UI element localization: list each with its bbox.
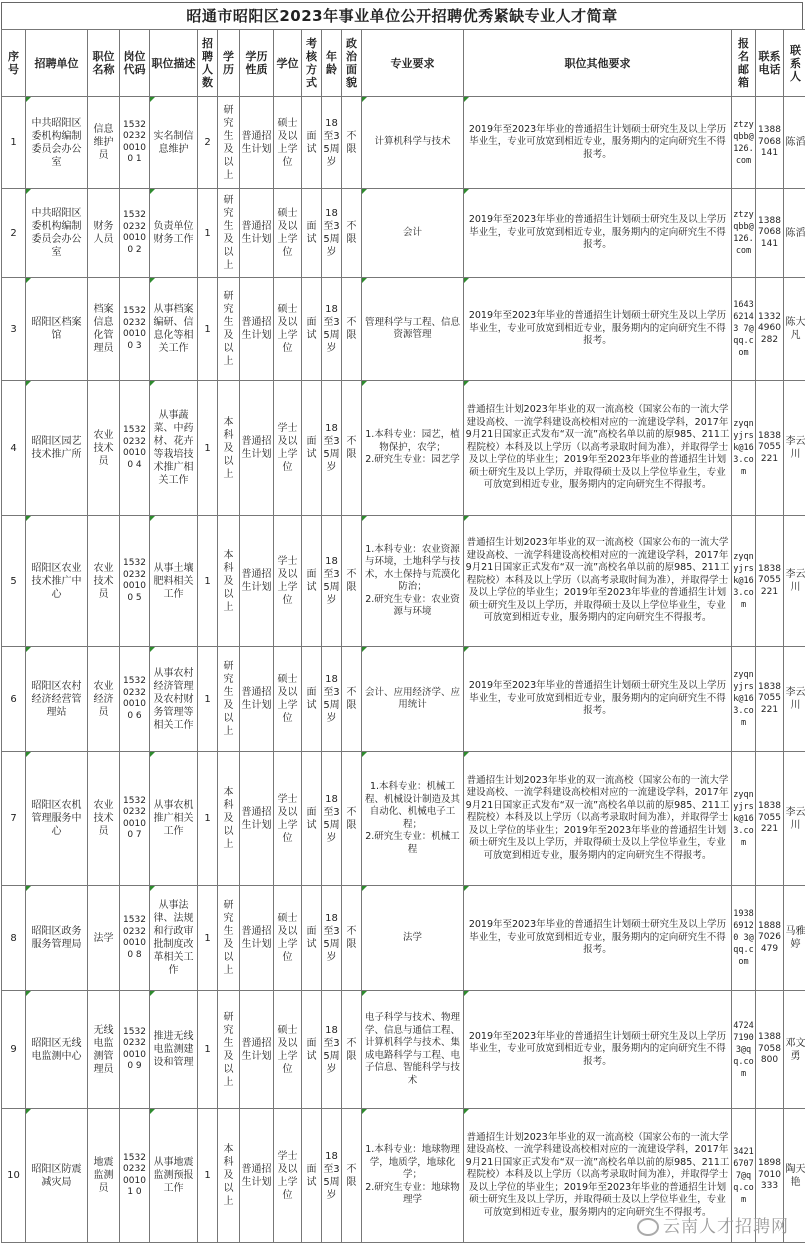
post-code: 1532023200100 4 <box>120 381 150 516</box>
comment-flag-icon <box>26 189 31 194</box>
major-requirement: 会计、应用经济学、应用统计 <box>362 647 464 752</box>
hire-count: 1 <box>198 991 218 1109</box>
degree: 硕士及以上学位 <box>274 647 302 752</box>
post-description: 从事农机推广相关工作 <box>150 752 198 886</box>
comment-flag-icon <box>464 278 469 283</box>
comment-flag-icon <box>150 886 155 891</box>
comment-flag-icon <box>150 991 155 996</box>
registration-email[interactable]: zyqnyjrsk@163.com <box>732 647 756 752</box>
degree: 硕士及以上学位 <box>274 278 302 381</box>
hire-count: 1 <box>198 278 218 381</box>
age-range: 18至35周岁 <box>322 189 342 278</box>
row-number: 5 <box>2 516 26 647</box>
other-requirements: 2019年至2023年毕业的普通招生计划硕士研究生及以上学历毕业生，专业可放宽到相近专业，服务期内的定向研究生不得报考。 <box>464 189 732 278</box>
column-header: 职位名称 <box>88 30 120 97</box>
hiring-unit: 昭阳区档案馆 <box>26 278 88 381</box>
hire-count: 1 <box>198 516 218 647</box>
contact-person: 陈滔 <box>784 189 805 278</box>
post-code: 1532023200101 0 <box>120 1109 150 1243</box>
comment-flag-icon <box>362 752 367 757</box>
job-table <box>1 29 805 1243</box>
other-requirements: 2019年至2023年毕业的普通招生计划硕士研究生及以上学历毕业生，专业可放宽到相近专业，服务期内的定向研究生不得报考。 <box>464 647 732 752</box>
hiring-unit: 昭阳区农业技术推广中心 <box>26 516 88 647</box>
post-code: 1532023200100 9 <box>120 991 150 1109</box>
education-type: 普通招生计划 <box>240 278 274 381</box>
contact-phone: 13887068141 <box>756 97 784 189</box>
comment-flag-icon <box>150 516 155 521</box>
registration-email[interactable]: 342167077@qq.com <box>732 1109 756 1243</box>
post-name: 财务人员 <box>88 189 120 278</box>
degree: 学士及以上学位 <box>274 1109 302 1243</box>
education: 研究生及以上 <box>218 886 240 991</box>
education: 本科及以上 <box>218 381 240 516</box>
degree: 硕士及以上学位 <box>274 97 302 189</box>
row-number: 1 <box>2 97 26 189</box>
major-requirement: 计算机科学与技术 <box>362 97 464 189</box>
contact-phone: 18887026479 <box>756 886 784 991</box>
political-status: 不限 <box>342 189 362 278</box>
post-description: 从事土壤肥料相关工作 <box>150 516 198 647</box>
exam-method: 面试 <box>302 752 322 886</box>
comment-flag-icon <box>362 647 367 652</box>
age-range: 18至35周岁 <box>322 516 342 647</box>
political-status: 不限 <box>342 647 362 752</box>
column-header: 报名邮箱 <box>732 30 756 97</box>
contact-person: 陶天艳 <box>784 1109 805 1243</box>
post-name: 农业技术员 <box>88 516 120 647</box>
table-row <box>2 189 805 278</box>
page-title: 昭通市昭阳区2023年事业单位公开招聘优秀紧缺专业人才简章 <box>1 2 803 29</box>
political-status: 不限 <box>342 381 362 516</box>
column-header: 招聘单位 <box>26 30 88 97</box>
age-range: 18至35周岁 <box>322 991 342 1109</box>
education-type: 普通招生计划 <box>240 1109 274 1243</box>
comment-flag-icon <box>150 752 155 757</box>
row-number: 2 <box>2 189 26 278</box>
column-header: 岗位代码 <box>120 30 150 97</box>
comment-flag-icon <box>464 647 469 652</box>
education-type: 普通招生计划 <box>240 647 274 752</box>
exam-method: 面试 <box>302 516 322 647</box>
hiring-unit: 中共昭阳区委机构编制委员会办公室 <box>26 189 88 278</box>
comment-flag-icon <box>26 1109 31 1114</box>
comment-flag-icon <box>464 97 469 102</box>
exam-method: 面试 <box>302 991 322 1109</box>
comment-flag-icon <box>150 1109 155 1114</box>
post-name: 无线电监测管理员 <box>88 991 120 1109</box>
education: 研究生及以上 <box>218 278 240 381</box>
post-description: 从事地震监测预报工作 <box>150 1109 198 1243</box>
political-status: 不限 <box>342 516 362 647</box>
column-header: 序号 <box>2 30 26 97</box>
comment-flag-icon <box>150 381 155 386</box>
political-status: 不限 <box>342 97 362 189</box>
hire-count: 1 <box>198 189 218 278</box>
contact-person: 陈滔 <box>784 97 805 189</box>
major-requirement: 法学 <box>362 886 464 991</box>
hire-count: 1 <box>198 1109 218 1243</box>
exam-method: 面试 <box>302 278 322 381</box>
major-requirement: 会计 <box>362 189 464 278</box>
column-header: 政治面貌 <box>342 30 362 97</box>
column-header: 考核方式 <box>302 30 322 97</box>
major-requirement: 1.本科专业：农业资源与环境，土地科学与技术，水土保持与荒漠化防治； 2.研究生专业：农业资源与环境 <box>362 516 464 647</box>
comment-flag-icon <box>26 752 31 757</box>
post-code: 1532023200100 2 <box>120 189 150 278</box>
education-type: 普通招生计划 <box>240 516 274 647</box>
registration-email[interactable]: zyqnyjrsk@163.com <box>732 381 756 516</box>
comment-flag-icon <box>362 1109 367 1114</box>
comment-flag-icon <box>26 886 31 891</box>
contact-phone: 18987010333 <box>756 1109 784 1243</box>
political-status: 不限 <box>342 278 362 381</box>
political-status: 不限 <box>342 886 362 991</box>
education: 研究生及以上 <box>218 647 240 752</box>
post-description: 从事蔬菜、中药材、花卉等栽培技术推广相关工作 <box>150 381 198 516</box>
contact-person: 陈大凡 <box>784 278 805 381</box>
comment-flag-icon <box>150 278 155 283</box>
age-range: 18至35周岁 <box>322 886 342 991</box>
post-description: 从事农村经济管理及农村财务管理等相关工作 <box>150 647 198 752</box>
column-header: 职位描述 <box>150 30 198 97</box>
hiring-unit: 昭阳区园艺技术推广所 <box>26 381 88 516</box>
post-code: 1532023200100 8 <box>120 886 150 991</box>
column-header: 招聘人数 <box>198 30 218 97</box>
major-requirement: 1.本科专业：地球物理学，地质学，地球化学； 2.研究生专业：地球物理学 <box>362 1109 464 1243</box>
other-requirements: 2019年至2023年毕业的普通招生计划硕士研究生及以上学历毕业生，专业可放宽到相近专业，服务期内的定向研究生不得报考。 <box>464 278 732 381</box>
comment-flag-icon <box>362 278 367 283</box>
hire-count: 1 <box>198 752 218 886</box>
post-name: 农业经济员 <box>88 647 120 752</box>
degree: 学士及以上学位 <box>274 516 302 647</box>
table-row <box>2 97 805 189</box>
other-requirements: 普通招生计划2023年毕业的双一流高校（国家公布的一流大学建设高校、一流学科建设高校相对应的一流建设学科，2017年9月21日国家正式发布“双一流”高校名单以前的原985、211工程院校）本科及以上学历（以高考录取时间为准），并取得学士及以上学位的毕业生；2019年至2023年毕业的普通招生计划硕士研究生及以上学历，并取得硕士及以上学位毕业生，专业可放宽到相近专业，服务期内的定向研究生不得报考。 <box>464 516 732 647</box>
comment-flag-icon <box>26 647 31 652</box>
degree: 学士及以上学位 <box>274 381 302 516</box>
comment-flag-icon <box>362 381 367 386</box>
column-header: 专业要求 <box>362 30 464 97</box>
comment-flag-icon <box>362 886 367 891</box>
hiring-unit: 昭阳区防震减灾局 <box>26 1109 88 1243</box>
post-description: 负责单位财务工作 <box>150 189 198 278</box>
post-description: 从事档案编研、信息化等相关工作 <box>150 278 198 381</box>
registration-email[interactable]: 472471903@qq.com <box>732 991 756 1109</box>
age-range: 18至35周岁 <box>322 381 342 516</box>
contact-phone: 13887068141 <box>756 189 784 278</box>
education: 研究生及以上 <box>218 189 240 278</box>
exam-method: 面试 <box>302 886 322 991</box>
contact-person: 李云川 <box>784 752 805 886</box>
column-header: 学位 <box>274 30 302 97</box>
degree: 硕士及以上学位 <box>274 886 302 991</box>
registration-email[interactable]: zyqnyjrsk@163.com <box>732 516 756 647</box>
major-requirement: 管理科学与工程、信息资源管理 <box>362 278 464 381</box>
other-requirements: 2019年至2023年毕业的普通招生计划硕士研究生及以上学历毕业生，专业可放宽到相近专业，服务期内的定向研究生不得报考。 <box>464 991 732 1109</box>
degree: 硕士及以上学位 <box>274 991 302 1109</box>
post-code: 1532023200100 3 <box>120 278 150 381</box>
post-description: 推进无线电监测建设和管理 <box>150 991 198 1109</box>
post-name: 农业技术员 <box>88 752 120 886</box>
post-description: 实名制信息维护 <box>150 97 198 189</box>
contact-phone: 18387055221 <box>756 647 784 752</box>
comment-flag-icon <box>464 189 469 194</box>
hiring-unit: 昭阳区政务服务管理局 <box>26 886 88 991</box>
job-notice-sheet <box>1 2 803 1243</box>
registration-email[interactable]: zyqnyjrsk@163.com <box>732 752 756 886</box>
post-code: 1532023200100 1 <box>120 97 150 189</box>
post-description: 从事法律、法规和行政审批制度改革相关工作 <box>150 886 198 991</box>
row-number: 9 <box>2 991 26 1109</box>
age-range: 18至35周岁 <box>322 97 342 189</box>
age-range: 18至35周岁 <box>322 1109 342 1243</box>
comment-flag-icon <box>362 97 367 102</box>
contact-phone: 18387055221 <box>756 516 784 647</box>
comment-flag-icon <box>26 991 31 996</box>
comment-flag-icon <box>464 381 469 386</box>
comment-flag-icon <box>362 516 367 521</box>
exam-method: 面试 <box>302 381 322 516</box>
hire-count: 1 <box>198 647 218 752</box>
comment-flag-icon <box>464 752 469 757</box>
comment-flag-icon <box>464 516 469 521</box>
hiring-unit: 昭阳区无线电监测中心 <box>26 991 88 1109</box>
post-code: 1532023200100 7 <box>120 752 150 886</box>
row-number: 3 <box>2 278 26 381</box>
post-code: 1532023200100 6 <box>120 647 150 752</box>
education-type: 普通招生计划 <box>240 381 274 516</box>
column-header: 联系人 <box>784 30 805 97</box>
table-row <box>2 647 805 752</box>
table-row <box>2 278 805 381</box>
hire-count: 1 <box>198 886 218 991</box>
comment-flag-icon <box>464 886 469 891</box>
education: 研究生及以上 <box>218 991 240 1109</box>
column-header: 职位其他要求 <box>464 30 732 97</box>
hiring-unit: 中共昭阳区委机构编制委员会办公室 <box>26 97 88 189</box>
contact-person: 李云川 <box>784 381 805 516</box>
education-type: 普通招生计划 <box>240 189 274 278</box>
education-type: 普通招生计划 <box>240 991 274 1109</box>
post-name: 地震监测员 <box>88 1109 120 1243</box>
contact-person: 李云川 <box>784 516 805 647</box>
exam-method: 面试 <box>302 97 322 189</box>
contact-person: 邓文勇 <box>784 991 805 1109</box>
age-range: 18至35周岁 <box>322 752 342 886</box>
education: 研究生及以上 <box>218 97 240 189</box>
political-status: 不限 <box>342 1109 362 1243</box>
hiring-unit: 昭阳区农机管理服务中心 <box>26 752 88 886</box>
post-name: 农业技术员 <box>88 381 120 516</box>
post-name: 法学 <box>88 886 120 991</box>
comment-flag-icon <box>150 647 155 652</box>
other-requirements: 普通招生计划2023年毕业的双一流高校（国家公布的一流大学建设高校、一流学科建设高校相对应的一流建设学科，2017年9月21日国家正式发布“双一流”高校名单以前的原985、211工程院校）本科及以上学历（以高考录取时间为准），并取得学士及以上学位的毕业生；2019年至2023年毕业的普通招生计划硕士研究生及以上学历，并取得硕士及以上学位毕业生，专业可放宽到相近专业，服务期内的定向研究生不得报考。 <box>464 381 732 516</box>
table-row <box>2 752 805 886</box>
comment-flag-icon <box>26 278 31 283</box>
registration-email[interactable]: 193869120 3@qq.com <box>732 886 756 991</box>
column-header: 学历 <box>218 30 240 97</box>
post-code: 1532023200100 5 <box>120 516 150 647</box>
table-row <box>2 886 805 991</box>
comment-flag-icon <box>464 1109 469 1114</box>
education-type: 普通招生计划 <box>240 752 274 886</box>
contact-person: 马雅婷 <box>784 886 805 991</box>
comment-flag-icon <box>26 97 31 102</box>
table-row <box>2 381 805 516</box>
other-requirements: 普通招生计划2023年毕业的双一流高校（国家公布的一流大学建设高校、一流学科建设高校相对应的一流建设学科，2017年9月21日国家正式发布“双一流”高校名单以前的原985、211工程院校）本科及以上学历（以高考录取时间为准），并取得学士及以上学位的毕业生；2019年至2023年毕业的普通招生计划硕士研究生及以上学历，并取得硕士及以上学位毕业生，专业可放宽到相近专业，服务期内的定向研究生不得报考。 <box>464 752 732 886</box>
column-header: 年龄 <box>322 30 342 97</box>
registration-email[interactable]: ztzyqbb@126.com <box>732 97 756 189</box>
column-header: 学历性质 <box>240 30 274 97</box>
contact-phone: 18387055221 <box>756 381 784 516</box>
exam-method: 面试 <box>302 647 322 752</box>
major-requirement: 电子科学与技术、物理学、信息与通信工程、计算机科学与技术、集成电路科学与工程、电子信息、智能科学与技术 <box>362 991 464 1109</box>
comment-flag-icon <box>362 991 367 996</box>
wechat-icon <box>637 1218 659 1236</box>
degree: 学士及以上学位 <box>274 752 302 886</box>
post-name: 档案信息化管理员 <box>88 278 120 381</box>
row-number: 8 <box>2 886 26 991</box>
post-name: 信息维护员 <box>88 97 120 189</box>
table-header-row <box>2 30 805 97</box>
column-header: 联系电话 <box>756 30 784 97</box>
education: 本科及以上 <box>218 752 240 886</box>
degree: 硕士及以上学位 <box>274 189 302 278</box>
hiring-unit: 昭阳区农村经济经营管理站 <box>26 647 88 752</box>
exam-method: 面试 <box>302 1109 322 1243</box>
comment-flag-icon <box>464 991 469 996</box>
contact-phone: 18387055221 <box>756 752 784 886</box>
contact-person: 李云川 <box>784 647 805 752</box>
comment-flag-icon <box>150 97 155 102</box>
comment-flag-icon <box>150 189 155 194</box>
hire-count: 2 <box>198 97 218 189</box>
education: 本科及以上 <box>218 516 240 647</box>
comment-flag-icon <box>26 381 31 386</box>
exam-method: 面试 <box>302 189 322 278</box>
hire-count: 1 <box>198 381 218 516</box>
table-row <box>2 516 805 647</box>
major-requirement: 1.本科专业：园艺，植物保护，农学； 2.研究生专业：园艺学 <box>362 381 464 516</box>
other-requirements: 2019年至2023年毕业的普通招生计划硕士研究生及以上学历毕业生，专业可放宽到相近专业，服务期内的定向研究生不得报考。 <box>464 97 732 189</box>
registration-email[interactable]: ztzyqbb@126.com <box>732 189 756 278</box>
row-number: 10 <box>2 1109 26 1243</box>
age-range: 18至35周岁 <box>322 278 342 381</box>
education: 本科及以上 <box>218 1109 240 1243</box>
education-type: 普通招生计划 <box>240 97 274 189</box>
comment-flag-icon <box>26 516 31 521</box>
comment-flag-icon <box>362 189 367 194</box>
row-number: 7 <box>2 752 26 886</box>
age-range: 18至35周岁 <box>322 647 342 752</box>
registration-email[interactable]: 164362143 7@qq.com <box>732 278 756 381</box>
row-number: 6 <box>2 647 26 752</box>
political-status: 不限 <box>342 991 362 1109</box>
major-requirement: 1.本科专业：机械工程、机械设计制造及其自动化、机械电子工程； 2.研究生专业：机械工程 <box>362 752 464 886</box>
watermark-text: 云南人才招聘网 <box>663 1217 789 1237</box>
row-number: 4 <box>2 381 26 516</box>
other-requirements: 2019年至2023年毕业的普通招生计划硕士研究生及以上学历毕业生，专业可放宽到相近专业，服务期内的定向研究生不得报考。 <box>464 886 732 991</box>
contact-phone: 13887058800 <box>756 991 784 1109</box>
other-requirements: 普通招生计划2023年毕业的双一流高校（国家公布的一流大学建设高校、一流学科建设高校相对应的一流建设学科，2017年9月21日国家正式发布“双一流”高校名单以前的原985、211工程院校）本科及以上学历（以高考录取时间为准），并取得学士及以上学位的毕业生；2019年至2023年毕业的普通招生计划硕士研究生及以上学历，并取得硕士及以上学位毕业生，专业可放宽到相近专业，服务期内的定向研究生不得报考。 <box>464 1109 732 1243</box>
watermark <box>637 1212 789 1237</box>
political-status: 不限 <box>342 752 362 886</box>
education-type: 普通招生计划 <box>240 886 274 991</box>
contact-phone: 13324960282 <box>756 278 784 381</box>
table-row <box>2 991 805 1109</box>
